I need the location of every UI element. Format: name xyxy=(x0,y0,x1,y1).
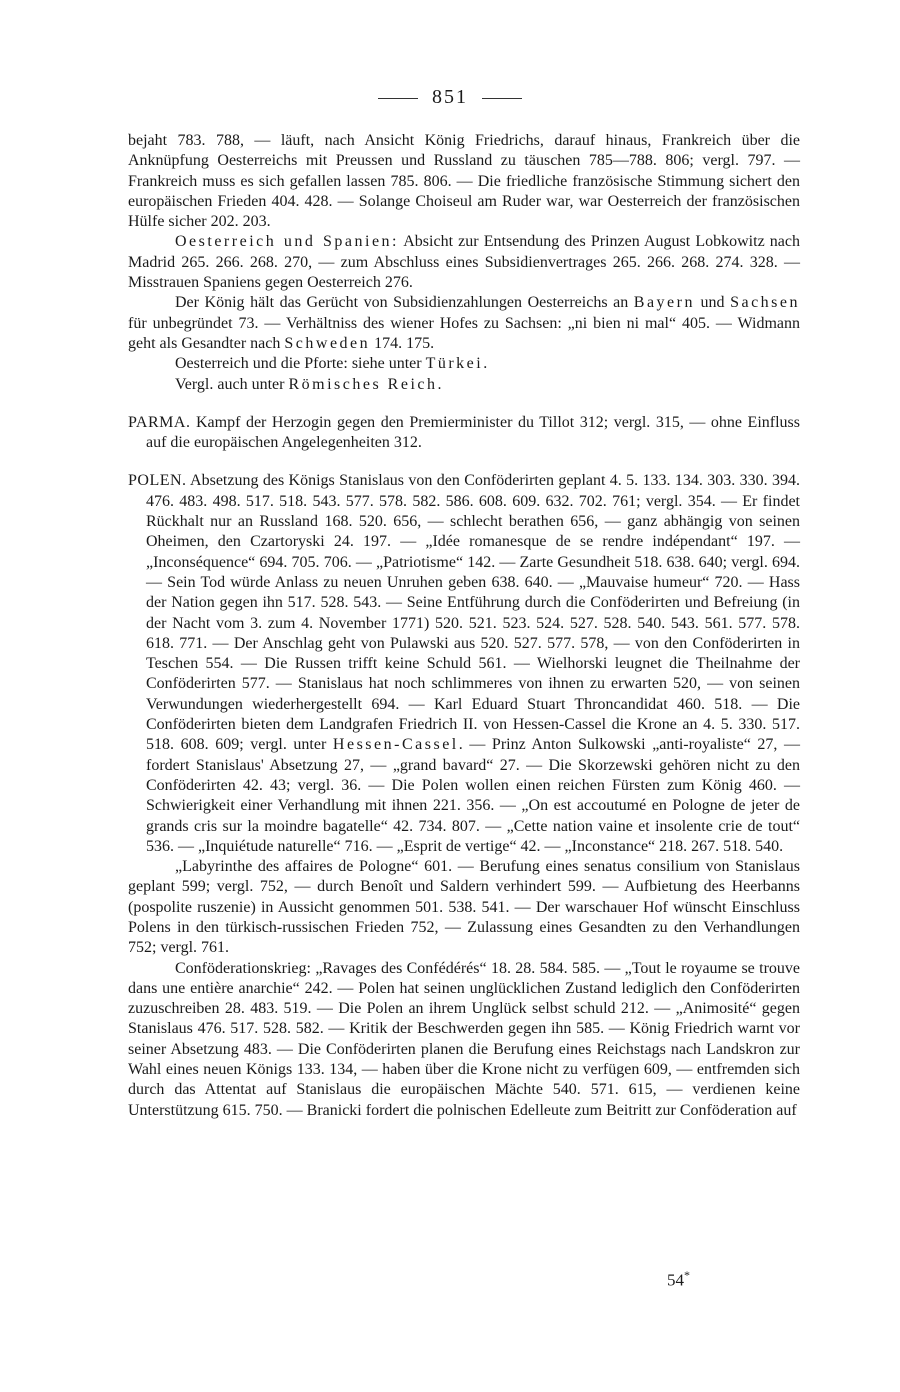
polen-heading: POLEN. xyxy=(128,472,187,490)
schweden-ref: Schweden xyxy=(284,334,371,352)
signature-number: 54 xyxy=(667,1270,684,1290)
polen-text-a: Absetzung des Königs Stanislaus von den Conföderirten geplant 4. 5. 133. 134. 303. 330. 394. 476. 483. 498. 517. 518. 543. 577. 578. 582. 586. 608. 609. 632. 702. 761; vergl. 354. — Er findet Rückhalt nur an Russland 168. 520. 656, — schlecht berathen 656, — ganz abhängig von seinen Oheimen, den Czartoryski 24. 197. — „Idée romanesque de se rendre indépendant“ 197. — „Inconséquence“ 694. 705. 706. — „Patriotisme“ 142. — Zarte Gesundheit 518. 638. 640; vergl. 694. — Sein Tod würde Anlass zu neuen Unruhen geben 638. 640. — „Mauvaise humeur“ 720. — Hass der Nation gegen ihn 517. 528. 543. — Seine Entführung durch die Conföderirten und Befreiung (in der Nacht vom 3. zum 4. November 1771) 520. 521. 523. 524. 527. 528. 540. 543. 561. 577. 578. 618. 771. — Der Anschlag geht von Pulawski aus 520. 527. 577. 578, — von den Conföderirten in Teschen 554. — Die Russen trifft keine Schuld 561. — Wielhorski leugnet die Theilnahme der Conföderirten 577. — Stanislaus hat noch schlimmeres von ihnen zu erwarten 520, — von seinen Verwundungen wiederhergestellt 694. — Karl Eduard Stuart Throncandidat 460. 518. — Die Conföderirten bieten dem Landgrafen Friedrich II. von Hessen-Cassel die Krone an 4. 5. 330. 517. 518. 608. 609; vergl. unter xyxy=(146,472,800,754)
koenig-text-c: für unbegründet 73. — Verhältniss des wiener Hofes zu Sachsen: „ni bien ni mal“ 405. — Widmann geht als Gesandter nach xyxy=(128,314,800,352)
polen-text-b: . — Prinz Anton Sulkowski „anti-royaliste“ 27, — fordert Stanislaus' Absetzung 27, — „grand bavard“ 27. — Die Skorzewski gehören nicht zu den Conföderirten 42. 43; vergl. 36. — Die Polen wollen einen reichen Fürsten zum König 460. — Schwierigkeit einer Verhandlung mit ihnen 221. 356. — „On est accoutumé en Pologne de jeter de grands cris sur la moindre bagatelle“ 42. 734. 807. — „Cette nation vaine et insolente crie de tout“ 536. — „Inquiétude naturelle“ 716. — „Esprit de vertige“ 42. — „Inconstance“ 218. 267. 518. 540. xyxy=(146,736,801,855)
vergl-paragraph xyxy=(128,375,800,395)
index-text xyxy=(128,131,800,1121)
page-header xyxy=(0,86,900,109)
hessen-ref: Hessen-Cassel xyxy=(332,736,459,754)
tuerkei-ref: Türkei xyxy=(425,355,484,373)
parma-heading: PARMA. xyxy=(128,413,191,431)
pforte-end: . xyxy=(483,355,488,373)
signature-asterisk: * xyxy=(684,1268,690,1282)
bayern-ref: Bayern xyxy=(633,294,695,312)
oesterreich-spanien-paragraph xyxy=(128,232,800,293)
vergl-end: . xyxy=(437,375,442,393)
oesterreich-spanien-text: Absicht zur Entsendung des Prinzen August Lobkowitz nach Madrid 265. 266. 268. 270, — zum Abschluss eines Subsidienvertrages 265. 266. 268. 274. 328. — Misstrauen Spaniens gegen Oesterreich 276. xyxy=(128,233,800,292)
reich-ref: Römisches Reich xyxy=(288,375,438,393)
vergl-text: Vergl. auch unter xyxy=(175,375,289,393)
koenig-text-b: und xyxy=(694,294,731,312)
sachsen-ref: Sachsen xyxy=(730,294,801,312)
pforte-text: Oesterreich und die Pforte: siehe unter xyxy=(175,355,426,373)
koenig-paragraph xyxy=(128,293,800,354)
pforte-paragraph xyxy=(128,354,800,374)
koenig-text-d: 174. 175. xyxy=(370,334,435,352)
parma-entry xyxy=(128,413,800,454)
intro-paragraph: bejaht 783. 788, — läuft, nach Ansicht König Friedrichs, darauf hinaus, Frankreich über die Anknüpfung Oesterreichs mit Preussen und Russland zu täuschen 785—788. 806; vergl. 797. — Frankreich muss es sich gefallen lassen 785. 806. — Die friedliche französische Stimmung sichert den europäischen Frieden 404. 428. — Solange Choiseul am Ruder war, war Oesterreich der französischen Hülfe sicher 202. 203. xyxy=(128,132,800,231)
confoederation-paragraph: Conföderationskrieg: „Ravages des Confédérés“ 18. 28. 584. 585. — „Tout le royaume se trouve dans une entière anarchie“ 242. — Polen hat seinen unglücklichen Zustand lediglich den Conföderirten zuzuschreiben 28. 483. 519. — Die Polen an ihrem Unglück selbst schuld 212. — „Animosité“ gegen Stanislaus 476. 517. 528. 582. — Kritik der Beschwerden gegen ihn 585. — König Friedrich warnt vor seiner Absetzung 483. — Die Conföderirten planen die Berufung eines Reichstags nach Landskron zur Wahl eines neuen Königs 133. 134, — haben über die Krone nicht zu verfügen 609, — entfremden sich durch das Attentat auf Stanislaus die europäischen Mächte 540. 571. 615, — verdienen keine Unterstützung 615. 750. — Branicki fordert die polnischen Edelleute zum Beitritt zur Conföderation auf xyxy=(128,959,800,1119)
page-number: 851 xyxy=(432,86,468,108)
polen-entry xyxy=(128,471,800,857)
signature-mark xyxy=(667,1268,690,1291)
koenig-text-a: Der König hält das Gerücht von Subsidienzahlungen Oesterreichs an xyxy=(175,294,634,312)
parma-text: Kampf der Herzogin gegen den Premierminister du Tillot 312; vergl. 315, — ohne Einfluss auf die europäischen Angelegenheiten 312. xyxy=(146,413,800,452)
labyrinthe-paragraph: „Labyrinthe des affaires de Pologne“ 601. — Berufung eines senatus consilium von Stanislaus geplant 599; vergl. 752, — durch Benoît und Saldern verhindert 599. — Aufbietung des Heerbanns (pospolite ruszenie) in Aussicht genommen 501. 538. 541. — Der warschauer Hof wünscht Einschluss Polens in den türkisch-russischen Frieden 752, — Zulassung eines Gesandten zu den Verhandlungen 752; vergl. 761. xyxy=(128,858,800,957)
header-rule-left xyxy=(378,98,418,99)
header-rule-right xyxy=(482,98,522,99)
oesterreich-spanien-label: Oesterreich und Spanien: xyxy=(175,233,399,251)
